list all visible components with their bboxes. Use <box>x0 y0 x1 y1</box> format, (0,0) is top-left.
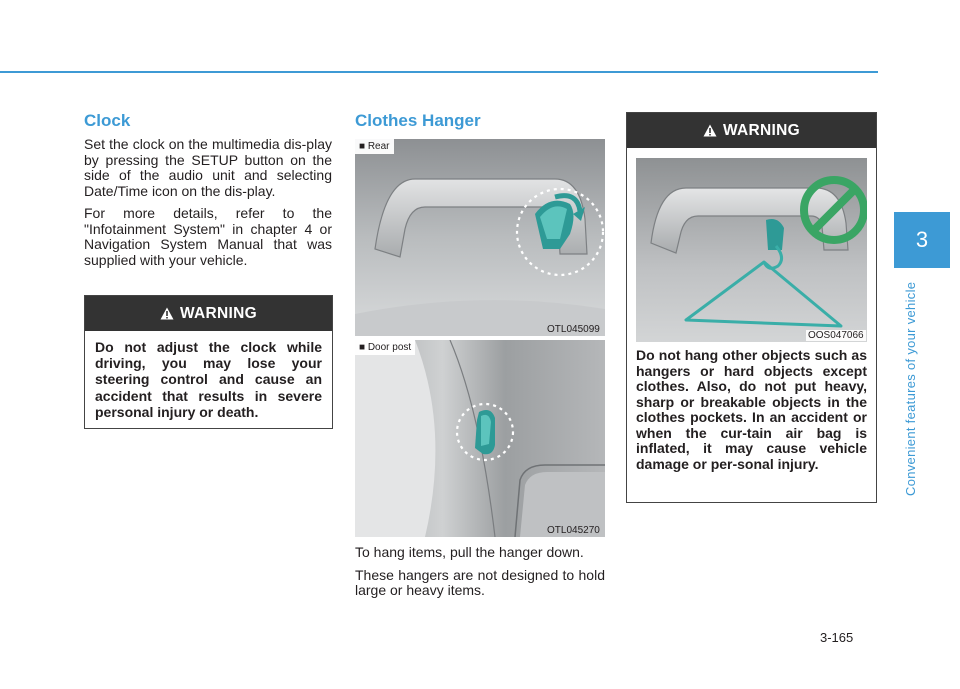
clock-paragraph-1: Set the clock on the multimedia dis-play by pressing the SETUP button on the side of the audio unit and selecting Date/Time icon on the dis-play. <box>84 136 332 199</box>
warning-triangle-icon <box>160 307 174 320</box>
rear-hanger-photo <box>355 139 605 336</box>
clock-heading: Clock <box>84 111 131 130</box>
door-post-hanger-photo <box>355 340 605 537</box>
clock-warning-header <box>85 296 332 331</box>
hanger-body <box>355 545 605 606</box>
chapter-tab <box>894 212 950 268</box>
chapter-title: Convenient features of your vehicle <box>903 281 918 496</box>
hanger-warning-header <box>627 113 876 148</box>
hanger-paragraph-2: These hangers are not designed to hold large or heavy items. <box>355 566 605 598</box>
door-post-figure-code: OTL045270 <box>547 525 600 536</box>
rear-figure-label: ■ Rear <box>355 139 394 154</box>
chapter-number: 3 <box>915 227 929 252</box>
door-post-hanger-illustration <box>355 340 605 537</box>
warning-triangle-icon <box>703 124 717 137</box>
top-rule <box>0 71 878 73</box>
prohibited-hanger-illustration <box>636 158 867 342</box>
door-post-figure-label: ■ Door post <box>355 340 415 355</box>
prohibited-figure-code: OOS047066 <box>808 330 864 341</box>
clock-warning-box <box>84 295 333 429</box>
rear-hanger-illustration <box>355 139 605 336</box>
hanger-warning-text: Do not hang other objects such as hangers or hard objects except clothes. Also, do not put heavy, sharp or breakable objects in the clothes pockets. In an accident or when the cur-tain air bag is inflated, it may cause vehicle damage or per-sonal injury. <box>636 347 867 472</box>
clock-body <box>84 137 332 275</box>
clock-warning-text: Do not adjust the clock while driving, you may lose your steering control and cause an accident that results in severe personal injury or death. <box>95 339 322 420</box>
clock-warning-title: WARNING <box>179 304 257 322</box>
chapter-title-vertical <box>900 276 920 496</box>
clock-paragraph-2: For more details, refer to the "Infotainment System" in chapter 4 or Navigation System Manual that was supplied with your vehicle. <box>84 205 332 268</box>
hanger-paragraph-1: To hang items, pull the hanger down. <box>355 544 584 560</box>
rear-figure-code: OTL045099 <box>547 324 600 335</box>
page-number: 3-165 <box>820 630 854 645</box>
prohibited-hanger-photo <box>636 158 867 342</box>
hanger-heading: Clothes Hanger <box>355 111 481 130</box>
hanger-warning-title: WARNING <box>722 121 800 139</box>
hanger-warning-box <box>626 112 877 503</box>
